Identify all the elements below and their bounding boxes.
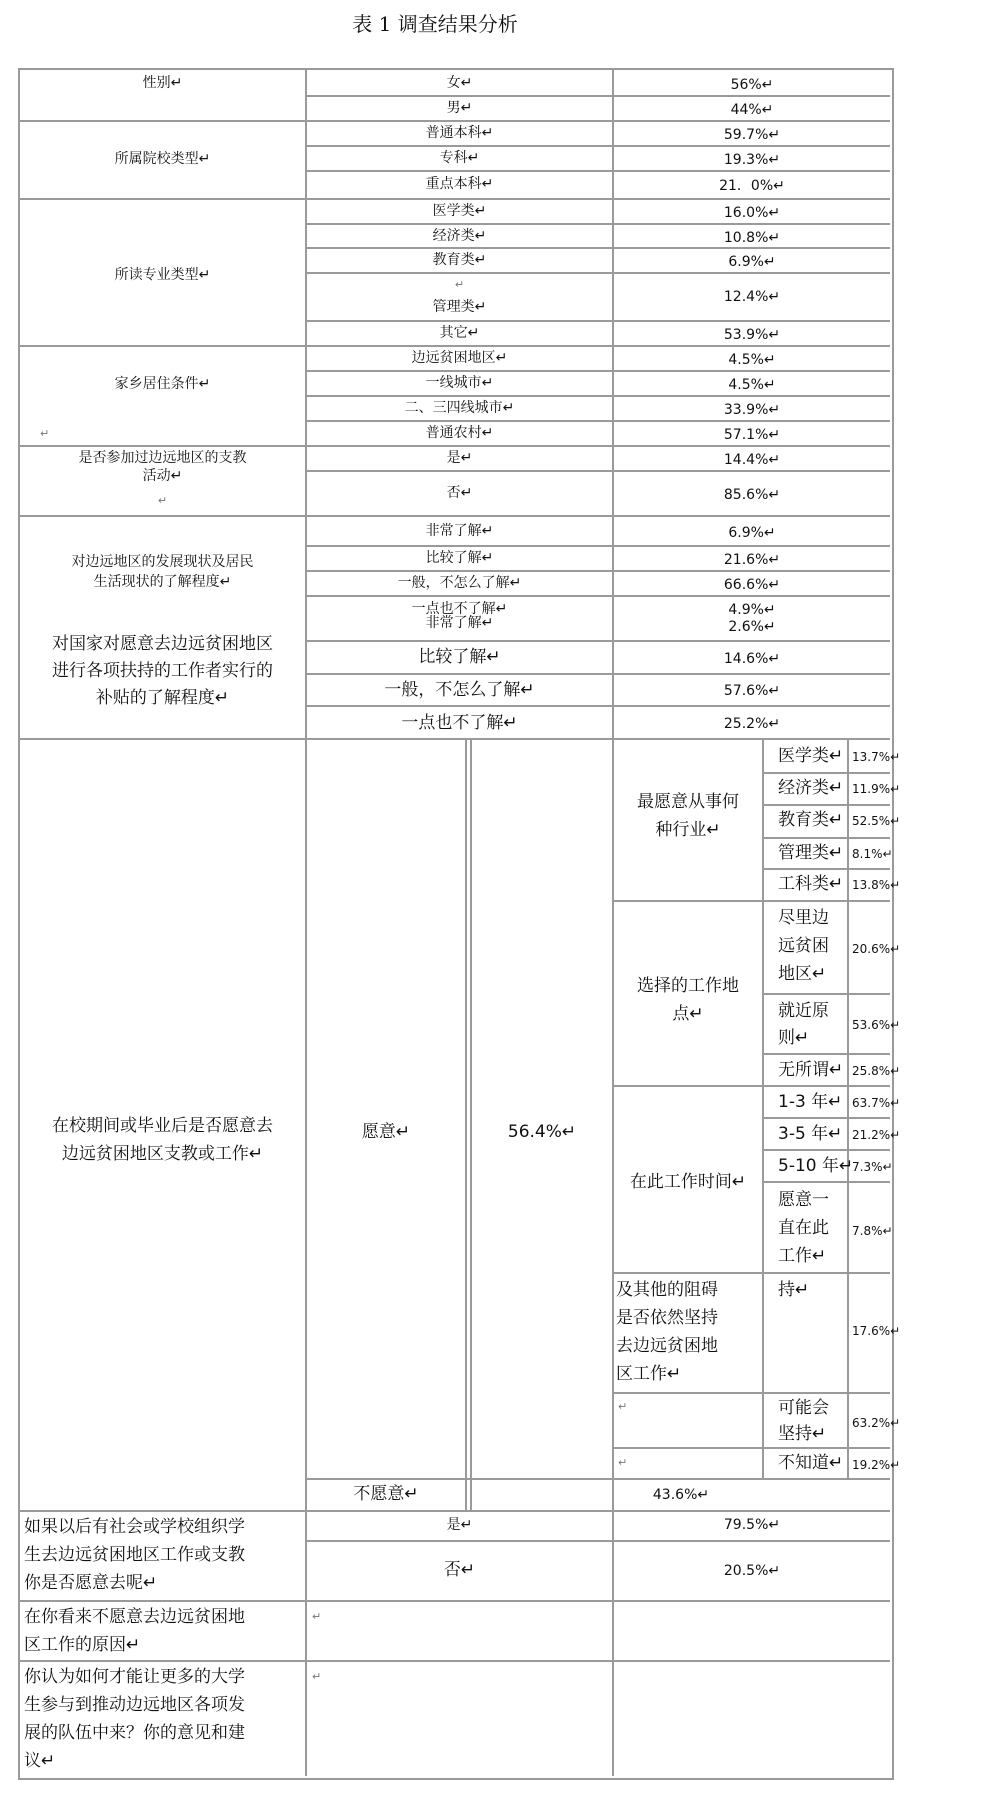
grid-line — [612, 1085, 890, 1087]
grid-line — [465, 740, 467, 1510]
percent-value: 6.9%↵ — [728, 254, 776, 270]
willing-no-label: 不愿意↵ — [353, 1484, 419, 1504]
row-label-home: 家乡居住条件↵ — [114, 376, 211, 392]
percent-value: 4.5%↵ — [728, 352, 776, 368]
percent-value: 57.1%↵ — [723, 427, 781, 443]
percent-value: 79.5%↵ — [723, 1517, 781, 1533]
grid-line — [612, 1392, 890, 1394]
duration-option: 愿意一 — [778, 1190, 829, 1210]
industry-option: 管理类↵ — [778, 843, 844, 863]
option-label: 教育类↵ — [432, 252, 487, 268]
grid-line — [305, 395, 890, 397]
percent-value: 63.2%↵ — [852, 1416, 901, 1430]
row-label-understand: 生活现状的了解程度↵ — [93, 574, 232, 590]
industry-question: 最愿意从事何 — [637, 792, 739, 812]
row-label-willing: 边远贫困地区支教或工作↵ — [61, 1144, 264, 1164]
place-option: 尽里边 — [778, 908, 829, 928]
persist-option: 可能会 — [778, 1398, 829, 1418]
industry-option: 医学类↵ — [778, 746, 844, 766]
grid-line — [762, 993, 890, 995]
percent-value: 56%↵ — [730, 77, 774, 93]
grid-line — [305, 673, 890, 675]
grid-line — [305, 595, 890, 597]
willing-yes-label: 愿意↵ — [361, 1122, 411, 1142]
grid-line — [18, 120, 890, 122]
persist-option: 不知道↵ — [778, 1453, 844, 1473]
option-label: 非常了解↵ — [425, 523, 494, 539]
option-label: 管理类↵ — [432, 299, 487, 315]
row-label-subsidy: 补贴的了解程度↵ — [95, 688, 230, 708]
row-label-major: 所读专业类型↵ — [114, 267, 211, 283]
grid-line — [305, 223, 890, 225]
place-question: 点↵ — [672, 1004, 704, 1024]
option-label: 一般，不怎么了解↵ — [384, 680, 535, 700]
row-label-advice: 议↵ — [24, 1751, 56, 1771]
row-label-advice: 展的队伍中来？你的意见和建 — [24, 1723, 245, 1743]
grid-line — [762, 1149, 890, 1151]
persist-question: 及其他的阻碍 — [616, 1280, 718, 1300]
grid-line — [305, 470, 890, 472]
duration-option: 3-5 年↵ — [778, 1124, 843, 1144]
persist-question: 是否依然坚持 — [616, 1308, 718, 1328]
empty-paragraph-mark: ↵ — [618, 1456, 628, 1469]
grid-line — [18, 1510, 890, 1512]
duration-option: 1-3 年↵ — [778, 1092, 843, 1112]
option-label: 是↵ — [446, 1517, 473, 1533]
row-label-school: 所属院校类型↵ — [114, 151, 211, 167]
option-label: 经济类↵ — [432, 228, 487, 244]
grid-line — [762, 740, 764, 1478]
percent-value: 8.1%↵ — [852, 847, 893, 861]
option-label: 非常了解↵ — [425, 615, 494, 631]
grid-line — [18, 515, 890, 517]
percent-value: 19.3%↵ — [723, 152, 781, 168]
percent-value: 21．0%↵ — [719, 178, 785, 194]
option-label: 女↵ — [446, 75, 473, 91]
duration-option: 5-10 年↵ — [778, 1156, 854, 1176]
percent-value: 44%↵ — [730, 102, 774, 118]
grid-line — [18, 345, 890, 347]
percent-value: 52.5%↵ — [852, 814, 901, 828]
grid-line — [847, 740, 849, 1478]
option-label: 比较了解↵ — [418, 647, 501, 667]
industry-option: 教育类↵ — [778, 810, 844, 830]
grid-line — [305, 272, 890, 274]
percent-value: 57.6%↵ — [723, 683, 781, 699]
row-label-understand: 对边远地区的发展现状及居民 — [71, 554, 254, 570]
percent-value: 10.8%↵ — [723, 230, 781, 246]
grid-line — [612, 740, 614, 1478]
grid-line — [305, 420, 890, 422]
percent-value: 53.6%↵ — [852, 1018, 901, 1032]
percent-value: 4.5%↵ — [728, 377, 776, 393]
percent-value: 12.4%↵ — [723, 289, 781, 305]
grid-line — [18, 1600, 890, 1602]
grid-line — [18, 1660, 890, 1662]
row-label-future: 生去边远贫困地区工作或支教 — [24, 1545, 245, 1565]
percent-value: 19.2%↵ — [852, 1458, 901, 1472]
industry-question: 种行业↵ — [655, 820, 721, 840]
empty-paragraph-mark: ↵ — [618, 1400, 628, 1413]
row-label-subsidy: 对国家对愿意去边远贫困地区 — [52, 634, 273, 654]
row-label-gender: 性别↵ — [142, 75, 183, 91]
option-label: 普通农村↵ — [425, 425, 494, 441]
grid-line — [305, 247, 890, 249]
reason-answer: ↵ — [312, 1610, 322, 1623]
option-label: 其它↵ — [439, 325, 480, 341]
table-title: 表 1 调查结果分析 — [352, 12, 518, 36]
place-option: 无所谓↵ — [778, 1060, 844, 1080]
duration-question: 在此工作时间↵ — [629, 1172, 747, 1192]
percent-value: 13.7%↵ — [852, 750, 901, 764]
grid-line — [305, 370, 890, 372]
row-label-future: 你是否愿意去呢↵ — [24, 1573, 158, 1593]
grid-line — [612, 1447, 890, 1449]
percent-value: 25.2%↵ — [723, 716, 781, 732]
option-label: 否↵ — [443, 1560, 476, 1580]
grid-line — [18, 738, 890, 740]
percent-value: 14.4%↵ — [723, 452, 781, 468]
row-label-subsidy: 进行各项扶持的工作者实行的 — [52, 661, 273, 681]
percent-value: 17.6%↵ — [852, 1324, 901, 1338]
option-label: 普通本科↵ — [425, 125, 494, 141]
option-label: 医学类↵ — [432, 203, 487, 219]
option-label: 专科↵ — [439, 150, 480, 166]
grid-line — [18, 445, 890, 447]
grid-line — [305, 640, 890, 642]
option-label: 男↵ — [446, 100, 473, 116]
percent-value: 63.7%↵ — [852, 1096, 901, 1110]
row-label-reason: 在你看来不愿意去边远贫困地 — [24, 1607, 245, 1627]
option-label: 边远贫困地区↵ — [411, 350, 508, 366]
row-label-advice: 生参与到推动边远地区各项发 — [24, 1695, 245, 1715]
percent-value: 25.8%↵ — [852, 1064, 901, 1078]
percent-value: 33.9%↵ — [723, 402, 781, 418]
option-label: 二、三四线城市↵ — [404, 400, 515, 416]
percent-value: 20.5%↵ — [723, 1563, 781, 1579]
percent-value: 6.9%↵ — [728, 525, 776, 541]
percent-value: 85.6%↵ — [723, 487, 781, 503]
option-label: 一点也不了解↵ — [401, 713, 518, 733]
place-option: 地区↵ — [778, 964, 827, 984]
option-label: 重点本科↵ — [425, 176, 494, 192]
option-label: 一线城市↵ — [425, 375, 494, 391]
percent-value: 21.6%↵ — [723, 552, 781, 568]
advice-answer: ↵ — [312, 1670, 322, 1683]
row-label-teach: 是否参加过边远地区的支教 — [78, 450, 247, 466]
persist-option: 坚持↵ — [778, 1424, 827, 1444]
option-label: 否↵ — [446, 485, 473, 501]
option-label: 是↵ — [446, 450, 473, 466]
percent-value: 59.7%↵ — [723, 127, 781, 143]
grid-line — [762, 1117, 890, 1119]
row-label-teach: 活动↵ — [142, 468, 183, 484]
percent-value: 21.2%↵ — [852, 1128, 901, 1142]
persist-option: 持↵ — [778, 1280, 810, 1300]
grid-line — [612, 900, 890, 902]
percent-value: 4.9%↵ — [728, 602, 776, 618]
grid-line — [305, 1540, 890, 1542]
place-option: 就近原 — [778, 1001, 829, 1021]
willing-yes-percent: 56.4%↵ — [507, 1122, 577, 1142]
grid-line — [305, 95, 890, 97]
grid-line — [762, 1053, 890, 1055]
place-option: 远贫困 — [778, 936, 829, 956]
grid-line — [612, 1272, 890, 1274]
grid-line — [305, 545, 890, 547]
option-label: 一般，不怎么了解↵ — [397, 575, 522, 591]
percent-value: 11.9%↵ — [852, 782, 901, 796]
row-label-reason: 区工作的原因↵ — [24, 1635, 141, 1655]
empty-paragraph-mark: ↵ — [454, 278, 465, 291]
percent-value: 7.8%↵ — [852, 1224, 893, 1238]
percent-value: 66.6%↵ — [723, 577, 781, 593]
option-label: 一点也不了解↵ — [411, 601, 508, 617]
grid-line — [762, 1181, 890, 1183]
willing-no-percent: 43.6%↵ — [652, 1487, 710, 1503]
row-label-willing: 在校期间或毕业后是否愿意去 — [52, 1116, 273, 1136]
row-label-future: 如果以后有社会或学校组织学 — [24, 1517, 245, 1537]
percent-value: 2.6%↵ — [728, 619, 776, 635]
grid-line — [18, 198, 890, 200]
percent-value: 16.0%↵ — [723, 205, 781, 221]
place-option: 则↵ — [778, 1028, 810, 1048]
percent-value: 20.6%↵ — [852, 942, 901, 956]
empty-paragraph-mark: ↵ — [157, 494, 168, 507]
industry-option: 经济类↵ — [778, 778, 844, 798]
persist-question: 去边远贫困地 — [616, 1336, 718, 1356]
persist-question: 区工作↵ — [616, 1364, 682, 1384]
grid-line — [305, 145, 890, 147]
industry-option: 工科类↵ — [778, 874, 844, 894]
grid-line — [305, 170, 890, 172]
place-question: 选择的工作地 — [637, 976, 739, 996]
row-label-advice: 你认为如何才能让更多的大学 — [24, 1667, 245, 1687]
percent-value: 7.3%↵ — [852, 1160, 893, 1174]
duration-option: 工作↵ — [778, 1246, 827, 1266]
grid-line — [305, 570, 890, 572]
percent-value: 53.9%↵ — [723, 327, 781, 343]
empty-paragraph-mark: ↵ — [40, 427, 50, 440]
duration-option: 直在此 — [778, 1218, 829, 1238]
percent-value: 13.8%↵ — [852, 878, 901, 892]
grid-line — [305, 320, 890, 322]
option-label: 比较了解↵ — [425, 550, 494, 566]
percent-value: 14.6%↵ — [723, 651, 781, 667]
grid-line — [305, 705, 890, 707]
